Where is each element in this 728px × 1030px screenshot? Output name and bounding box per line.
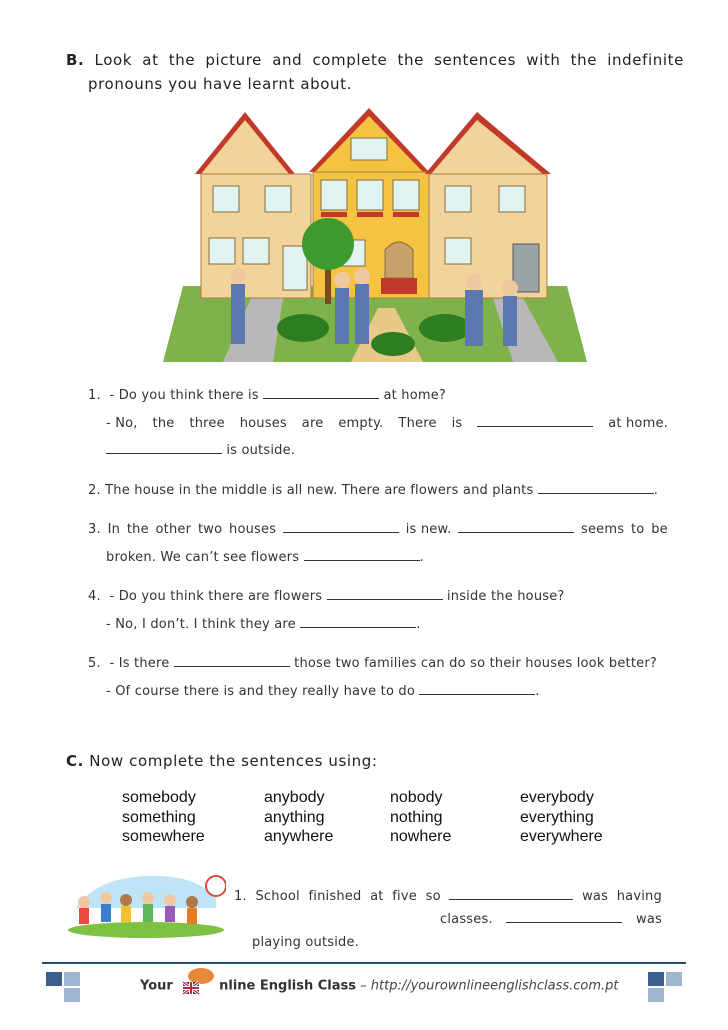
word: be: [651, 522, 668, 537]
footer-text: [140, 976, 619, 996]
word-bank-item: anything: [264, 808, 325, 826]
word: picture: [205, 51, 262, 69]
question-text: is new.: [405, 522, 452, 537]
word: There: [398, 416, 437, 431]
decor-square: [46, 972, 62, 986]
word: five: [392, 889, 417, 904]
word-bank-item: somebody: [122, 789, 196, 806]
word: at: [142, 51, 159, 69]
question-text: - No, I don’t. I think they are: [106, 617, 296, 632]
question-text: - Of course there is and they really have to do: [106, 684, 416, 699]
section-c-instruction: [66, 752, 378, 770]
question-number: 5.: [88, 656, 101, 671]
answer-blank[interactable]: [300, 615, 416, 628]
word-bank-item: nobody: [390, 789, 443, 806]
word-bank-column: [390, 788, 451, 847]
word-bank-item: everything: [520, 808, 594, 826]
word: so: [425, 889, 441, 904]
question-text: inside the house?: [446, 589, 565, 604]
question-number: 4.: [88, 589, 101, 604]
word: complete: [312, 51, 388, 69]
question-text: - Do you think there are flowers: [109, 589, 323, 604]
word: seems: [580, 522, 625, 537]
word: the: [397, 51, 424, 69]
word-bank-item: something: [122, 808, 196, 826]
question-5-line-1: [88, 654, 657, 671]
word: empty.: [338, 416, 384, 431]
word-bank-item: anywhere: [264, 828, 334, 845]
section-b-instruction: [66, 48, 684, 96]
logo-icon: [175, 966, 217, 996]
question-number: 2.: [88, 483, 101, 498]
question-text: broken. We can’t see flowers: [106, 550, 300, 565]
question-text: The house in the middle is all new. There are flowers and plants: [105, 483, 534, 498]
question-4-line-1: [88, 587, 565, 604]
question-1-line-3: [106, 441, 295, 458]
question-1-line-2: [106, 414, 668, 431]
children-illustration: [66, 868, 226, 938]
punctuation: .: [535, 684, 540, 699]
question-number: 1.: [234, 889, 247, 904]
question-5-line-2: [106, 682, 540, 699]
instruction-line-1: [66, 48, 684, 72]
word: two: [197, 522, 223, 537]
word: to: [630, 522, 645, 537]
section-letter: B.: [66, 51, 85, 69]
word: houses: [229, 522, 277, 537]
word: having: [616, 889, 662, 904]
question-text: - Do you think there is: [109, 388, 259, 403]
word: School: [255, 889, 300, 904]
word-bank-column: [122, 788, 205, 847]
word: and: [272, 51, 303, 69]
answer-blank[interactable]: [419, 682, 535, 695]
word: are: [301, 416, 324, 431]
word: - No,: [106, 416, 138, 431]
question-text: was: [636, 912, 662, 927]
word: was: [582, 889, 609, 904]
answer-blank[interactable]: [106, 441, 222, 454]
answer-blank[interactable]: [304, 548, 420, 561]
word-bank-column: [520, 788, 603, 847]
question-text: those two families can do so their houses look better?: [294, 656, 657, 671]
answer-blank[interactable]: [538, 481, 654, 494]
word: three: [189, 416, 225, 431]
word: the: [152, 416, 175, 431]
word: Look: [94, 51, 133, 69]
punctuation: .: [419, 550, 424, 565]
question-text: classes.: [440, 912, 493, 927]
answer-blank[interactable]: [263, 386, 379, 399]
answer-blank[interactable]: [506, 910, 622, 923]
word: at: [370, 889, 384, 904]
answer-blank[interactable]: [327, 587, 443, 600]
section-letter: C.: [66, 752, 84, 770]
question-text: - Is there: [109, 656, 170, 671]
footer-rule: [42, 962, 686, 964]
word: is: [451, 416, 463, 431]
question-number: 1.: [88, 388, 101, 403]
houses-illustration: [163, 108, 587, 362]
decor-square: [648, 988, 664, 1002]
footer-your: Your: [140, 978, 173, 994]
c-question-1-line-3: playing outside.: [252, 935, 360, 950]
word: finished: [308, 889, 362, 904]
question-text: at home.: [608, 416, 668, 431]
c-question-1-line-1: [234, 887, 662, 904]
answer-blank[interactable]: [449, 887, 573, 900]
decor-square: [648, 972, 664, 986]
question-text: is outside.: [226, 443, 296, 458]
question-2: [88, 481, 658, 498]
word: sentences: [434, 51, 516, 69]
word: the: [126, 522, 149, 537]
decor-square: [666, 972, 682, 986]
question-1-line-1: [88, 386, 446, 403]
word: indefinite: [607, 51, 684, 69]
word: with: [526, 51, 561, 69]
instruction-text: Now complete the sentences using:: [89, 752, 378, 770]
word-bank-item: nothing: [390, 808, 443, 826]
footer-brand: nline English Class: [219, 978, 356, 994]
decor-square: [64, 972, 80, 986]
question-4-line-2: [106, 615, 421, 632]
word-bank-item: everybody: [520, 789, 594, 806]
word-bank-item: anybody: [264, 789, 325, 806]
footer-dash: –: [360, 978, 367, 994]
word-bank-item: nowhere: [390, 828, 452, 845]
answer-blank[interactable]: [477, 414, 593, 427]
word: In: [107, 522, 121, 537]
word: houses: [239, 416, 287, 431]
word: the: [168, 51, 196, 69]
question-number: 3.: [88, 522, 101, 537]
word-bank-column: [264, 788, 333, 847]
word-bank-item: everywhere: [520, 828, 603, 845]
question-3-line-1: [88, 520, 668, 537]
word-bank-item: somewhere: [122, 828, 205, 845]
question-3-line-2: [106, 548, 424, 565]
word: the: [570, 51, 598, 69]
decor-square: [64, 988, 80, 1002]
word: other: [155, 522, 192, 537]
punctuation: .: [416, 617, 421, 632]
question-text: at home?: [383, 388, 447, 403]
c-question-1-line-2: [440, 910, 662, 927]
instruction-line-2: pronouns you have learnt about.: [88, 75, 353, 93]
punctuation: .: [653, 483, 659, 498]
answer-blank[interactable]: [458, 520, 574, 533]
answer-blank[interactable]: [283, 520, 399, 533]
answer-blank[interactable]: [174, 654, 290, 667]
footer-url[interactable]: http://yourownlineenglishclass.com.pt: [370, 978, 619, 994]
